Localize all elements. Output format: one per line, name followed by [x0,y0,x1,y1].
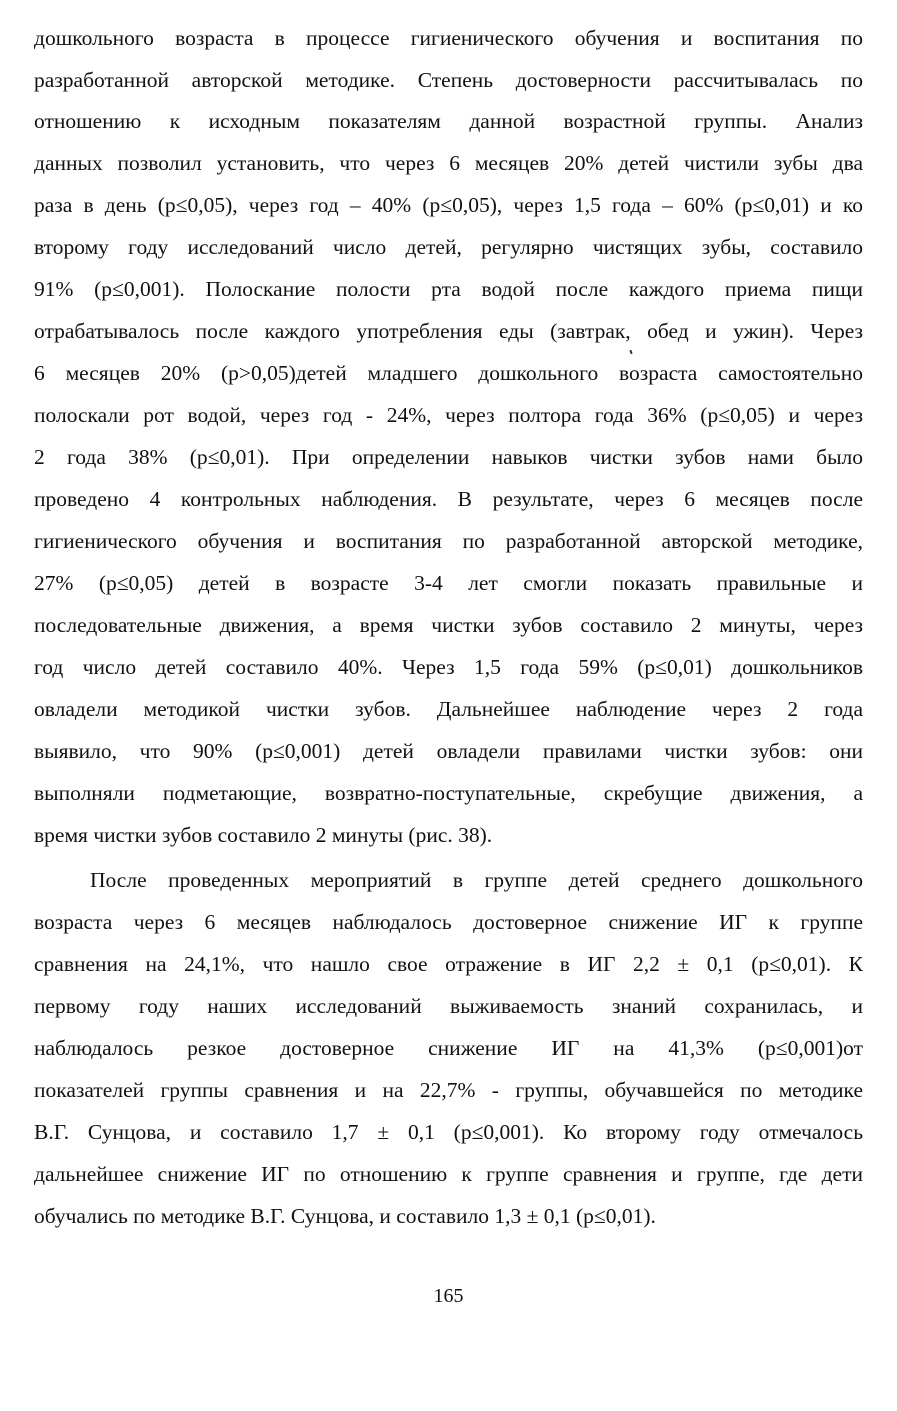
text-line: раза в день (p≤0,05), через год – 40% (p≤0,05), через 1,5 года – 60% (p≤0,01) и ко [34,193,863,217]
text-line: дальнейшее снижение ИГ по отношению к группе сравнения и группе, где дети [34,1162,863,1186]
text-line: выполняли подметающие, возвратно-поступательные, скребущие движения, а [34,781,863,805]
text-line: первому году наших исследований выживаемость знаний сохранилась, и [34,994,863,1018]
text-line: 2 года 38% (p≤0,01). При определении навыков чистки зубов нами было [34,445,863,469]
text-line: год число детей составило 40%. Через 1,5 года 59% (p≤0,01) дошкольников [34,655,863,679]
text-line: овладели методикой чистки зубов. Дальнейшее наблюдение через 2 года [34,697,863,721]
text-line: выявило, что 90% (p≤0,001) детей овладели правилами чистки зубов: они [34,739,863,763]
page-number: 165 [433,1285,464,1307]
text-line: отношению к исходным показателям данной возрастной группы. Анализ [34,109,863,133]
text-line: сравнения на 24,1%, что нашло свое отражение в ИГ 2,2 ± 0,1 (p≤0,01). К [34,952,863,976]
text-line: время чистки зубов составило 2 минуты (рис. 38). [34,823,493,847]
text-line: возраста через 6 месяцев наблюдалось достоверное снижение ИГ к группе [34,910,863,934]
text-line: 6 месяцев 20% (p>0,05)детей младшего дошкольного возраста самостоятельно [34,361,863,385]
text-line: обучались по методике В.Г. Сунцова, и составило 1,3 ± 0,1 (p≤0,01). [34,1204,656,1228]
ink-speck-mark [629,350,632,354]
text-line: показателей группы сравнения и на 22,7% - группы, обучавшейся по методике [34,1078,863,1102]
text-line: 27% (p≤0,05) детей в возрасте 3-4 лет смогли показать правильные и [34,571,863,595]
text-line: проведено 4 контрольных наблюдения. В результате, через 6 месяцев после [34,487,863,511]
text-line: разработанной авторской методике. Степень достоверности рассчитывалась по [34,68,863,92]
text-line: последовательные движения, а время чистки зубов составило 2 минуты, через [34,613,863,637]
text-line: После проведенных мероприятий в группе детей среднего дошкольного [90,868,863,892]
text-line: второму году исследований число детей, регулярно чистящих зубы, составило [34,235,863,259]
text-line: наблюдалось резкое достоверное снижение ИГ на 41,3% (p≤0,001)от [34,1036,863,1060]
text-line: 91% (p≤0,001). Полоскание полости рта водой после каждого приема пищи [34,277,863,301]
text-line: данных позволил установить, что через 6 месяцев 20% детей чистили зубы два [34,151,863,175]
text-line: полоскали рот водой, через год - 24%, через полтора года 36% (p≤0,05) и через [34,403,863,427]
text-line: В.Г. Сунцова, и составило 1,7 ± 0,1 (p≤0,001). Ко второму году отмечалось [34,1120,863,1144]
text-line: дошкольного возраста в процессе гигиенического обучения и воспитания по [34,26,863,50]
text-line: гигиенического обучения и воспитания по разработанной авторской методике, [34,529,863,553]
text-line: отрабатывалось после каждого употребления еды (завтрак, обед и ужин). Через [34,319,863,343]
